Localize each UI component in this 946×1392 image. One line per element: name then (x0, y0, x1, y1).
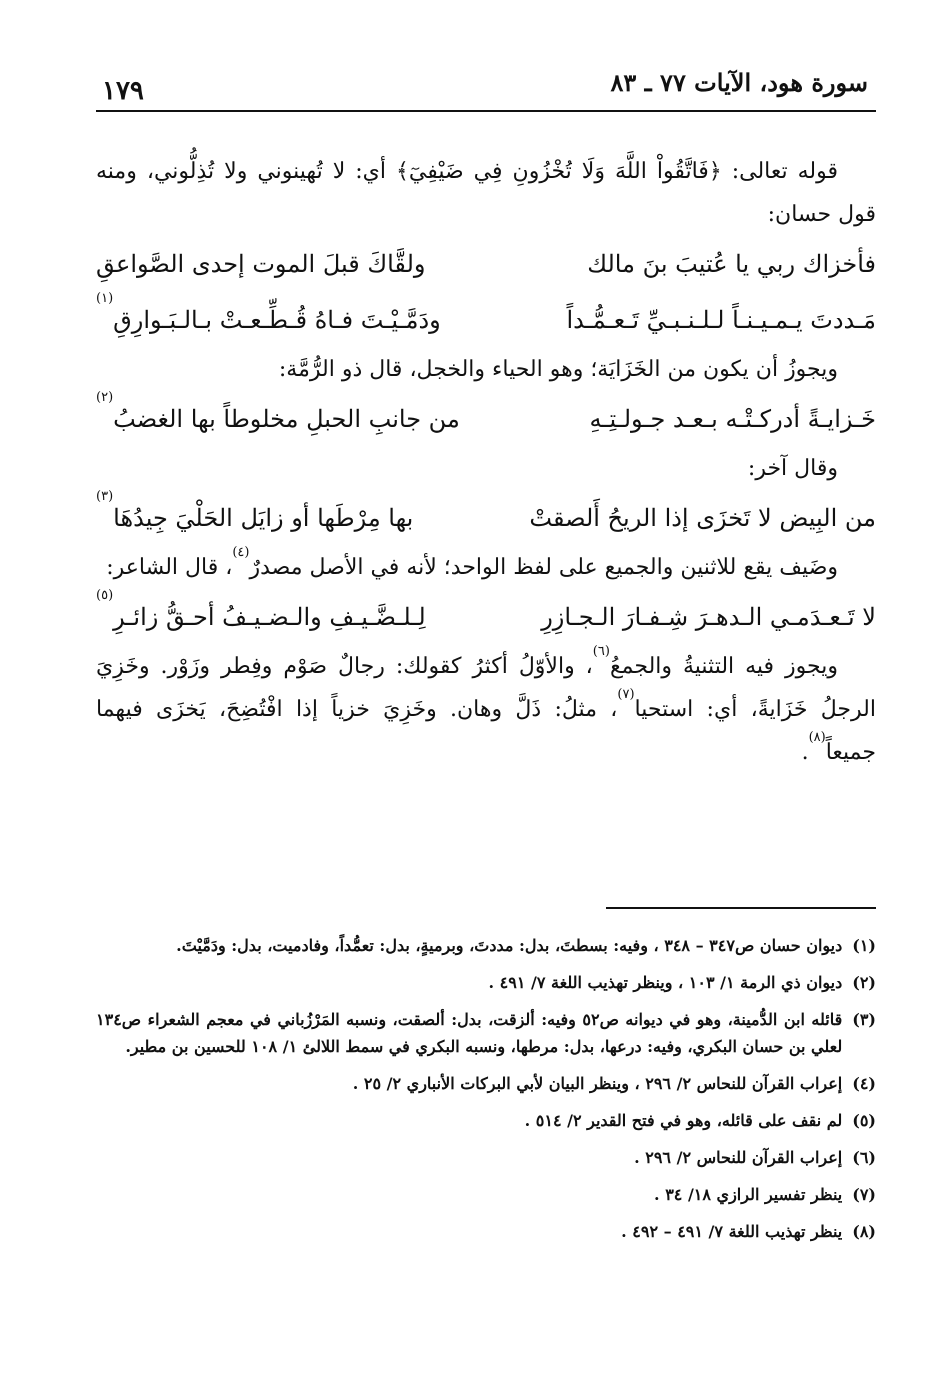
footnote-text: ينظر تفسير الرازي ١٨/ ٣٤ . (654, 1185, 843, 1204)
verse-second-hemistich (96, 490, 413, 546)
paragraph-text: . (801, 740, 809, 765)
verse-line (96, 391, 876, 447)
footnote-text: ديوان حسان ص٣٤٧ – ٣٤٨ ، وفيه: بسطتَ، بدل: مددتَ، وبرميةٍ، بدل: تعمُّداً، وفادميت، بدل: ودَمَّيْتَ. (176, 936, 843, 955)
verse-second-hemistich (96, 292, 441, 348)
verse-second-hemistich: ولقَّاكَ قبلَ الموت إحدى الصَّواعقِ (96, 250, 426, 278)
footnote-marker: (٨) (808, 730, 826, 745)
verse-text: بها مِرْطَها أو زايَل الحَلْيَ جِيدُهَا (113, 504, 414, 532)
verse-first-hemistich: من البِيض لا تَخزَى إذا الريحُ أَلصقتْ (529, 504, 876, 532)
footnote-text: إعراب القرآن للنحاس ٢/ ٢٩٦ ، وينظر البيان لأبي البركات الأنباري ٢/ ٢٥ . (352, 1074, 843, 1093)
paragraph-text: ويجوز فيه التثنيةُ والجمعُ (609, 654, 838, 679)
verse-text: من جانبِ الحبلِ مخلوطاً بها الغضبُ (113, 405, 460, 433)
footnote-text: ديوان ذي الرمة ١/ ١٠٣ ، وينظر تهذيب اللغة ٧/ ٤٩١ . (488, 973, 843, 992)
footnotes (96, 932, 876, 1255)
paragraph-text: وضَيف يقع للاثنين والجميع على لفظ الواحد؛ لأنه في الأصل مصدرٌ (249, 555, 838, 580)
paragraph: قوله تعالى: ﴿فَاتَّقُواْ اللَّهَ وَلَا تُخْزُونِ فِي ضَيْفِيٓ﴾ أي: لا تُهينوني ولا تُذِلُّوني، ومنه قول حسان: (96, 159, 876, 227)
chapter-title: سورة هود، الآيات ٧٧ ـ ٨٣ (610, 68, 868, 97)
footnote (96, 1144, 876, 1171)
paragraph (96, 546, 876, 589)
footnote-number: (٧) (852, 1185, 876, 1204)
footnote-divider (606, 907, 876, 909)
main-text (96, 150, 876, 774)
paragraph: ويجوزُ أن يكون من الخَزَايَة؛ وهو الحياء والخجل، قال ذو الرُّمَّة: (278, 357, 838, 382)
footnote (96, 932, 876, 959)
verse-text: ودَمَّـيْـتَ فـاهُ قُـطِّـعـتْ بـالـبَـوارِقِ (113, 306, 441, 334)
footnote-marker: (٥) (96, 588, 114, 603)
verse-first-hemistich: مَـددتَ يـمـيـنـاً لـلـنـبـيِّ تَـعـمُّـداً (566, 306, 876, 334)
paragraph: وقال آخر: (747, 456, 838, 481)
footnote (96, 1181, 876, 1208)
running-header (96, 58, 876, 112)
paragraph-text: ، مثلُ: ذَلَّ وهان. وخَزِيَ خزياً إذا افْتُضِحَ، يَخزَى فيهما جميعاً (96, 697, 876, 765)
footnote-number: (٢) (852, 973, 876, 992)
footnote-marker: (٢) (96, 390, 114, 405)
page-number: ١٧٩ (102, 76, 144, 106)
verse-line (96, 490, 876, 546)
paragraph-text: ، والأوّلُ أكثرُ كقولك: رجالٌ صَوْم وفِطر وزَوْر. وخَزِيَ الرجلُ خَزَايةً، أي: استحيا (96, 654, 876, 722)
verse-second-hemistich (96, 391, 460, 447)
verse-text: لِـلـضَّـيـفِ والـضـيـفُ أحـقُّ زائـرِ (113, 603, 426, 631)
footnote (96, 1218, 876, 1245)
footnote-marker: (١) (96, 291, 114, 306)
footnote-number: (٥) (852, 1111, 876, 1130)
footnote-number: (٦) (852, 1148, 876, 1167)
footnote-marker: (٧) (617, 687, 635, 702)
footnote (96, 969, 876, 996)
footnote-marker: (٤) (232, 545, 250, 560)
footnote (96, 1006, 876, 1060)
footnote-text: لم نقف على قائله، وهو في فتح القدير ٢/ ٥١٤ . (524, 1111, 843, 1130)
verse-line (96, 236, 876, 292)
footnote-text: ينظر تهذيب اللغة ٧/ ٤٩١ – ٤٩٢ . (621, 1222, 843, 1241)
footnote-number: (٤) (852, 1074, 876, 1093)
verse-first-hemistich: خَـزايـةً أدركـتْـه بـعـد جـولـتِـهِ (589, 405, 876, 433)
footnote-text: إعراب القرآن للنحاس ٢/ ٢٩٦ . (634, 1148, 843, 1167)
paragraph-text: ، قال الشاعر: (106, 555, 233, 580)
footnote-number: (٣) (852, 1010, 876, 1029)
footnote-marker: (٣) (96, 489, 114, 504)
verse-first-hemistich: لا تَـعـدَمـي الـدهـرَ شِـفـارَ الـجـازِرِ (541, 603, 876, 631)
paragraph (96, 645, 876, 774)
verse-line (96, 589, 876, 645)
verse-second-hemistich (96, 589, 426, 645)
footnote-number: (١) (852, 936, 876, 955)
footnote-text: قائله ابن الدُّمينة، وهو في ديوانه ص٥٢ وفيه: ألزقت، بدل: ألصقت، ونسبه المَرْزُباني في معجم الشعراء ص١٣٤ لعلي بن حسان البكري، وفيه: درعها، بدل: مرطها، ونسبه البكري في سمط اللالئ ١/ ١٠٨ للحسين بن مطير. (96, 1010, 843, 1056)
footnote (96, 1107, 876, 1134)
footnote-marker: (٦) (592, 644, 610, 659)
verse-first-hemistich: فأخزاك ربي يا عُتيبَ بنَ مالك (587, 250, 876, 278)
footnote-number: (٨) (852, 1222, 876, 1241)
verse-line (96, 292, 876, 348)
footnote (96, 1070, 876, 1097)
